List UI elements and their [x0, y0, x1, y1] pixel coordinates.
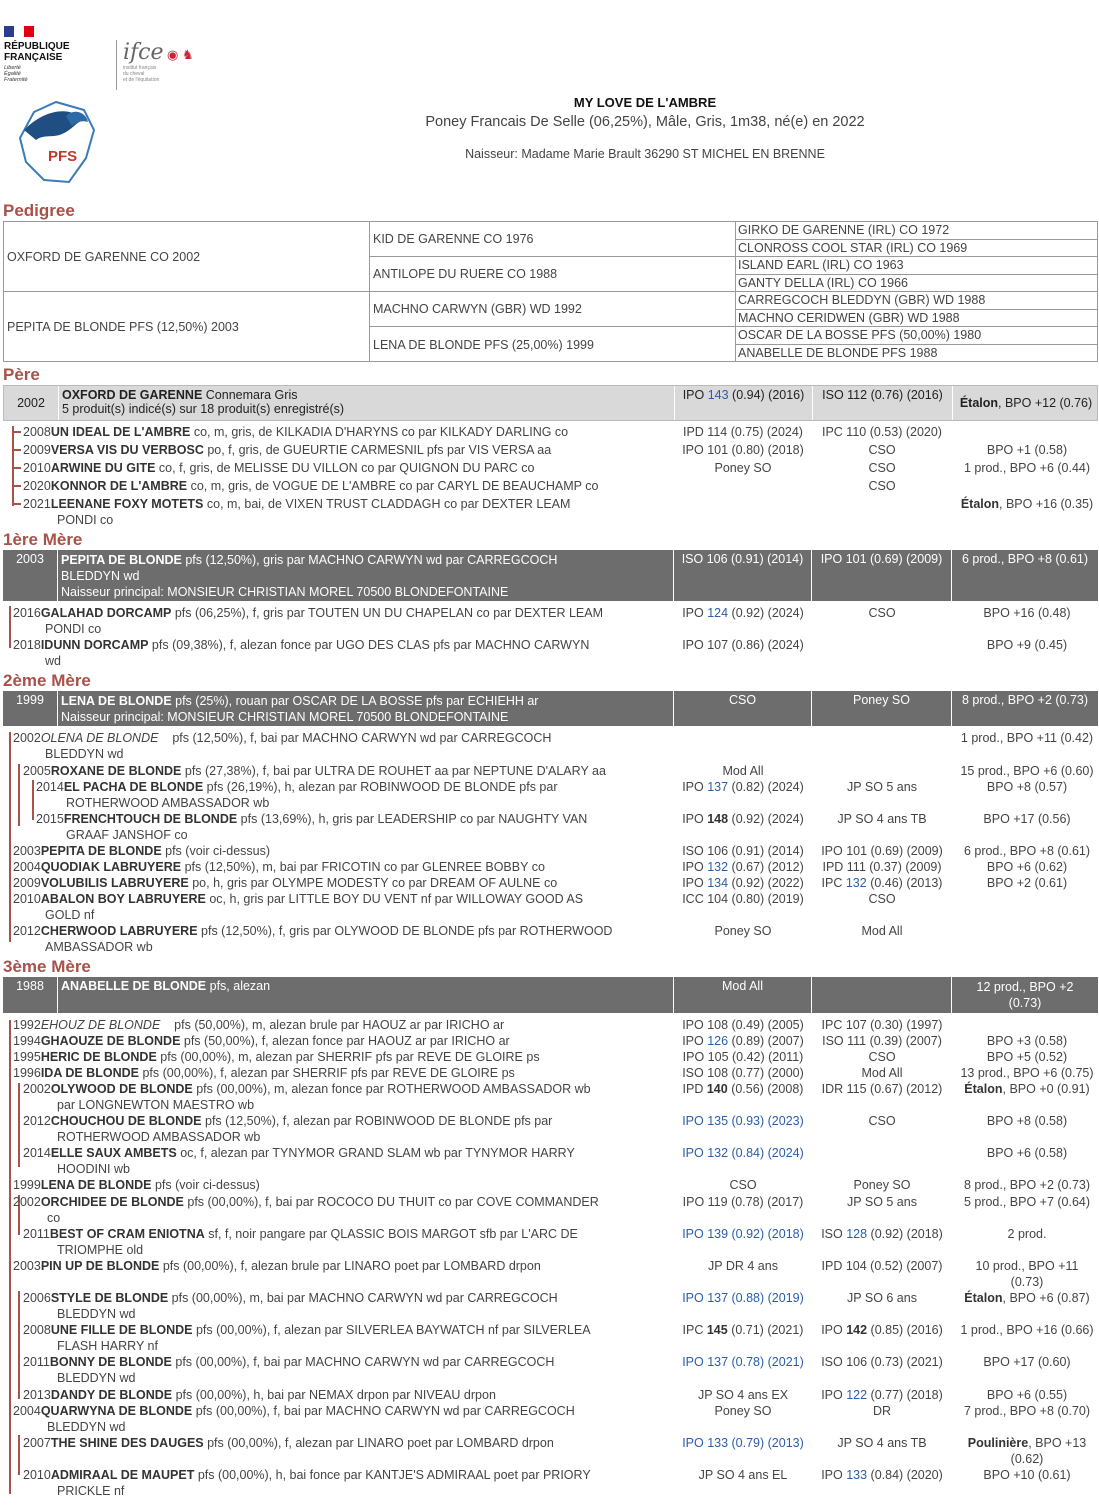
pere-banner: 2002 OXFORD DE GARENNE Connemara Gris 5 produit(s) indicé(s) sur 18 produit(s) enregistré(s) IPO 143 (0.94) (2016) ISO 112 (0.76) (2016) Étalon, BPO +12 (0.76) — [3, 385, 1098, 421]
horse-subtitle: Poney Francais De Selle (06,25%), Mâle, Gris, 1m38, né(e) en 2022 — [425, 114, 865, 130]
mere3-banner: 1988 ANABELLE DE BLONDE pfs, alezan Mod All 12 prod., BPO +2 (0.73) — [3, 977, 1098, 1013]
pedigree-sire: OXFORD DE GARENNE CO 2002 — [4, 222, 369, 292]
pedigree-dam: PEPITA DE BLONDE PFS (12,50%) 2003 — [7, 320, 239, 334]
horse-icon: ◉ ♞ — [167, 47, 194, 62]
section-pedigree: Pedigree — [3, 201, 75, 220]
pedigree-ggs8: ANABELLE DE BLONDE PFS 1988 — [738, 346, 938, 361]
horse-name-title: MY LOVE DE L'AMBRE — [573, 95, 717, 110]
pedigree-ggs3: ISLAND EARL (IRL) CO 1963 — [736, 257, 1097, 275]
section-mere1: 1ère Mère — [3, 530, 83, 549]
pedigree-ggs2: CLONROSS COOL STAR (IRL) CO 1969 — [736, 240, 1097, 258]
mere2-banner: 1999 LENA DE BLONDE pfs (25%), rouan par OSCAR DE LA BOSSE pfs par ECHIEHH ar Naisseur principal: MONSIEUR CHRISTIAN MOREL 70500 BLONDEFONTAINE CSO Poney SO 8 prod., BPO +2 (0.73) — [3, 691, 1098, 726]
pere-year: 2002 — [17, 396, 45, 410]
section-pere: Père — [3, 365, 40, 384]
section-mere2: 2ème Mère — [3, 671, 91, 690]
pedigree-gs3: MACHNO CARWYN (GBR) WD 1992 — [370, 292, 735, 327]
pedigree-ggs1: GIRKO DE GARENNE (IRL) CO 1972 — [736, 222, 1097, 240]
pedigree-ggs5: CARREGCOCH BLEDDYN (GBR) WD 1988 — [736, 292, 1097, 310]
mere1-banner: 2003 PEPITA DE BLONDE pfs (12,50%), gris par MACHNO CARWYN wd par CARREGCOCH BLEDDYN wd Naisseur principal: MONSIEUR CHRISTIAN MOREL 70500 BLONDEFONTAINE ISO 106 (0.91) (2014) IPO 101 (0.69) (2009) 6 prod., BPO +8 (0.61) — [3, 550, 1098, 601]
pedigree-ggs6: MACHNO CERIDWEN (GBR) WD 1988 — [736, 310, 1097, 328]
breeder-line: Naisseur: Madame Marie Brault 36290 ST MICHEL EN BRENNE — [465, 147, 825, 161]
pedigree-gs1: KID DE GARENNE CO 1976 — [370, 222, 735, 257]
ifce-logo: ifce ◉ ♞ institut français du cheval et de l'équitation — [116, 40, 223, 90]
pfs-logo: PFS — [14, 100, 104, 188]
pedigree-gs2: ANTILOPE DU RUERE CO 1988 — [370, 257, 735, 292]
section-mere3: 3ème Mère — [3, 957, 91, 976]
republique-francaise-logo: RÉPUBLIQUE FRANÇAISE Liberté Égalité Fraternité — [4, 26, 84, 88]
pedigree-ggs4: GANTY DELLA (IRL) CO 1966 — [736, 275, 1097, 293]
pedigree-gs4: LENA DE BLONDE PFS (25,00%) 1999 — [373, 337, 594, 352]
pere-name: OXFORD DE GARENNE — [62, 388, 203, 402]
flag-icon — [4, 26, 34, 37]
pedigree-ggs7: OSCAR DE LA BOSSE PFS (50,00%) 1980 — [736, 327, 1097, 345]
pedigree-table — [3, 221, 1098, 362]
